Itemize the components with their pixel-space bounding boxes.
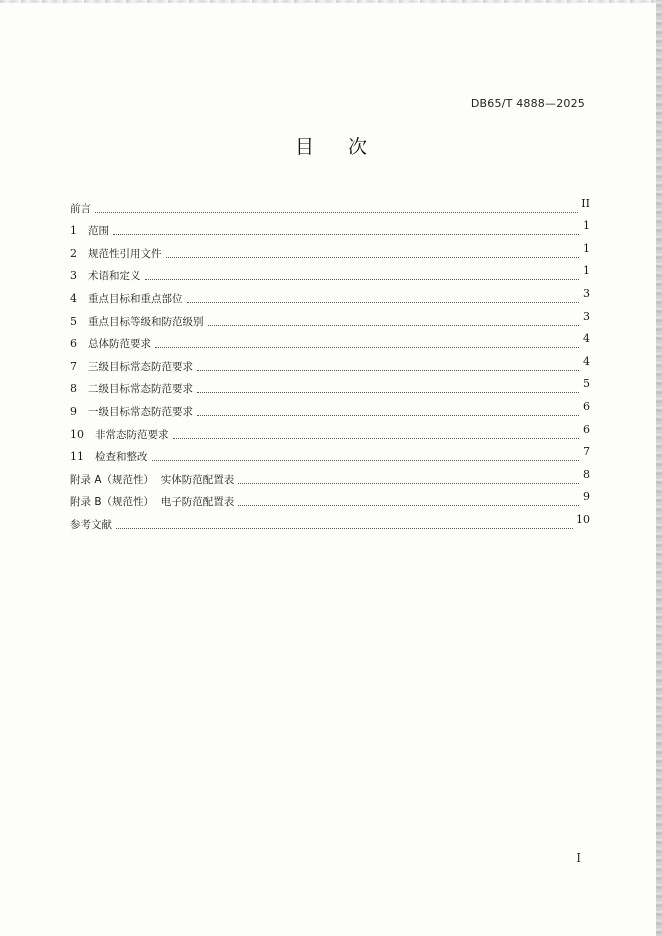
toc-entry-page: II (581, 196, 590, 210)
toc-entry[interactable] (70, 374, 590, 397)
toc-leader-dots (238, 483, 579, 484)
toc-entry-label: 三级目标常态防范要求 (88, 360, 193, 373)
toc-leader-dots (197, 392, 579, 393)
toc-entry-page: 6 (583, 422, 590, 436)
toc-entry-number: 1 (70, 224, 77, 238)
toc-leader-dots (208, 325, 580, 326)
toc-entry-number: 11 (70, 450, 84, 464)
toc-entry[interactable] (70, 419, 590, 442)
toc-entry-label: 总体防范要求 (88, 338, 151, 351)
toc-entry-page: 9 (583, 490, 590, 504)
toc-leader-dots (197, 370, 579, 371)
toc-leader-dots (116, 528, 573, 529)
toc-entry-number: 4 (70, 291, 77, 305)
toc-entry-label: 附录 A（规范性） 实体防范配置表 (70, 473, 235, 486)
scan-top-edge (0, 0, 662, 3)
toc-entry-page: 6 (583, 399, 590, 413)
toc-entry-page: 3 (583, 286, 590, 300)
toc-entry[interactable] (70, 351, 590, 374)
toc-entry[interactable] (70, 442, 590, 465)
toc-leader-dots (238, 505, 579, 506)
toc-entry-page: 1 (583, 219, 590, 233)
toc-entry[interactable] (70, 193, 590, 216)
toc-entry-page: 1 (583, 241, 590, 255)
toc-entry[interactable] (70, 396, 590, 419)
toc-entry[interactable] (70, 283, 590, 306)
toc-leader-dots (173, 438, 580, 439)
toc-leader-dots (187, 302, 580, 303)
standard-code: DB65/T 4888—2025 (470, 97, 585, 110)
toc-entry-page: 8 (583, 467, 590, 481)
toc-entry-label: 参考文献 (70, 518, 112, 531)
toc-entry-page: 3 (583, 309, 590, 323)
toc-entry-label: 一级目标常态防范要求 (88, 405, 193, 418)
toc-entry[interactable] (70, 261, 590, 284)
page-number: I (576, 851, 581, 865)
toc-leader-dots (95, 212, 578, 213)
toc-entry-label: 重点目标等级和防范级别 (88, 315, 204, 328)
toc-entry-label: 范围 (88, 225, 109, 238)
toc-list (70, 193, 590, 532)
toc-entry[interactable] (70, 329, 590, 352)
toc-entry[interactable] (70, 216, 590, 239)
toc-entry[interactable] (70, 509, 590, 532)
toc-entry-number: 8 (70, 382, 77, 396)
toc-entry-number: 9 (70, 404, 77, 418)
toc-leader-dots (145, 279, 580, 280)
toc-entry-label: 检查和整改 (95, 451, 148, 464)
toc-entry-label: 附录 B（规范性） 电子防范配置表 (70, 496, 235, 509)
toc-entry[interactable] (70, 487, 590, 510)
toc-leader-dots (155, 347, 579, 348)
toc-title: 目 次 (294, 136, 382, 158)
toc-entry-label: 前言 (70, 202, 91, 215)
toc-entry-page: 7 (583, 445, 590, 459)
toc-leader-dots (113, 234, 579, 235)
toc-entry[interactable] (70, 464, 590, 487)
toc-entry-label: 非常态防范要求 (95, 428, 169, 441)
toc-leader-dots (166, 257, 580, 258)
toc-leader-dots (197, 415, 579, 416)
toc-entry-label: 二级目标常态防范要求 (88, 383, 193, 396)
toc-entry-number: 6 (70, 337, 77, 351)
toc-entry-page: 4 (583, 354, 590, 368)
toc-entry-label: 重点目标和重点部位 (88, 292, 183, 305)
toc-entry-page: 4 (583, 332, 590, 346)
toc-entry-page: 10 (576, 512, 590, 526)
toc-entry[interactable] (70, 306, 590, 329)
toc-entry-page: 1 (583, 264, 590, 278)
toc-entry-number: 3 (70, 269, 77, 283)
toc-entry-number: 7 (70, 359, 77, 373)
toc-entry-number: 5 (70, 314, 77, 328)
toc-entry-label: 术语和定义 (88, 270, 141, 283)
toc-entry-number: 2 (70, 246, 77, 260)
toc-entry-label: 规范性引用文件 (88, 247, 162, 260)
toc-leader-dots (152, 460, 580, 461)
toc-entry-number: 10 (70, 427, 84, 441)
toc-entry[interactable] (70, 238, 590, 261)
toc-entry-page: 5 (583, 377, 590, 391)
